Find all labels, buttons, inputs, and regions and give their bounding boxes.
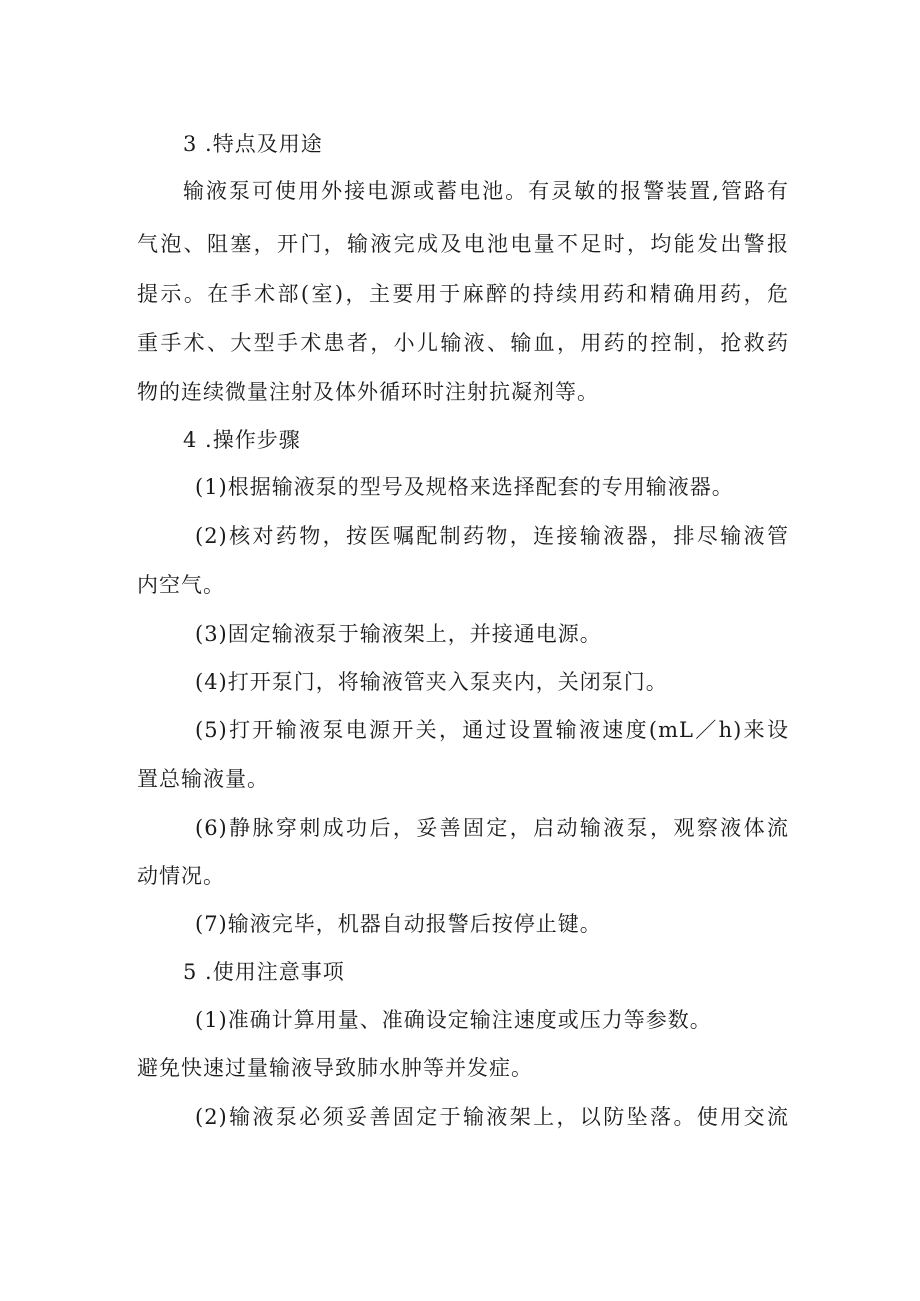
step-7: (7)输液完毕，机器自动报警后按停止键。 bbox=[195, 912, 602, 936]
step-6: (6)静脉穿刺成功后，妥善固定，启动输液泵，观察液体流 bbox=[195, 816, 789, 840]
paragraph-line: 提示。在手术部(室)，主要用于麻醉的持续用药和精确用药，危 bbox=[137, 282, 789, 306]
section-heading-features: 3 .特点及用途 bbox=[183, 132, 323, 156]
paragraph-line: 物的连续微量注射及体外循环时注射抗凝剂等。 bbox=[137, 380, 599, 404]
paragraph-line: 气泡、阻塞，开门，输液完成及电池电量不足时，均能发出警报 bbox=[137, 232, 789, 256]
step-2-continuation: 内空气。 bbox=[137, 573, 225, 597]
step-3: (3)固定输液泵于输液架上，并接通电源。 bbox=[195, 622, 602, 646]
precaution-1-continuation: 避免快速过量输液导致肺水肿等并发症。 bbox=[137, 1056, 533, 1080]
precaution-1: (1)准确计算用量、准确设定输注速度或压力等参数。 bbox=[195, 1008, 712, 1032]
step-4: (4)打开泵门，将输液管夹入泵夹内，关闭泵门。 bbox=[195, 670, 668, 694]
precaution-2: (2)输液泵必须妥善固定于输液架上，以防坠落。使用交流 bbox=[195, 1105, 789, 1129]
section-heading-precautions: 5 .使用注意事项 bbox=[183, 960, 345, 984]
step-1: (1)根据输液泵的型号及规格来选择配套的专用输液器。 bbox=[195, 475, 734, 499]
step-5-continuation: 置总输液量。 bbox=[137, 767, 269, 791]
step-5: (5)打开输液泵电源开关，通过设置输液速度(mL／h)来设 bbox=[195, 718, 789, 742]
step-2: (2)核对药物，按医嘱配制药物，连接输液器，排尽输液管 bbox=[195, 524, 789, 548]
paragraph-line: 输液泵可使用外接电源或蓄电池。有灵敏的报警装置,管路有 bbox=[183, 179, 789, 203]
step-6-continuation: 动情况。 bbox=[137, 864, 225, 888]
section-heading-steps: 4 .操作步骤 bbox=[183, 428, 301, 452]
paragraph-line: 重手术、大型手术患者，小儿输液、输血，用药的控制，抢救药 bbox=[137, 331, 789, 355]
